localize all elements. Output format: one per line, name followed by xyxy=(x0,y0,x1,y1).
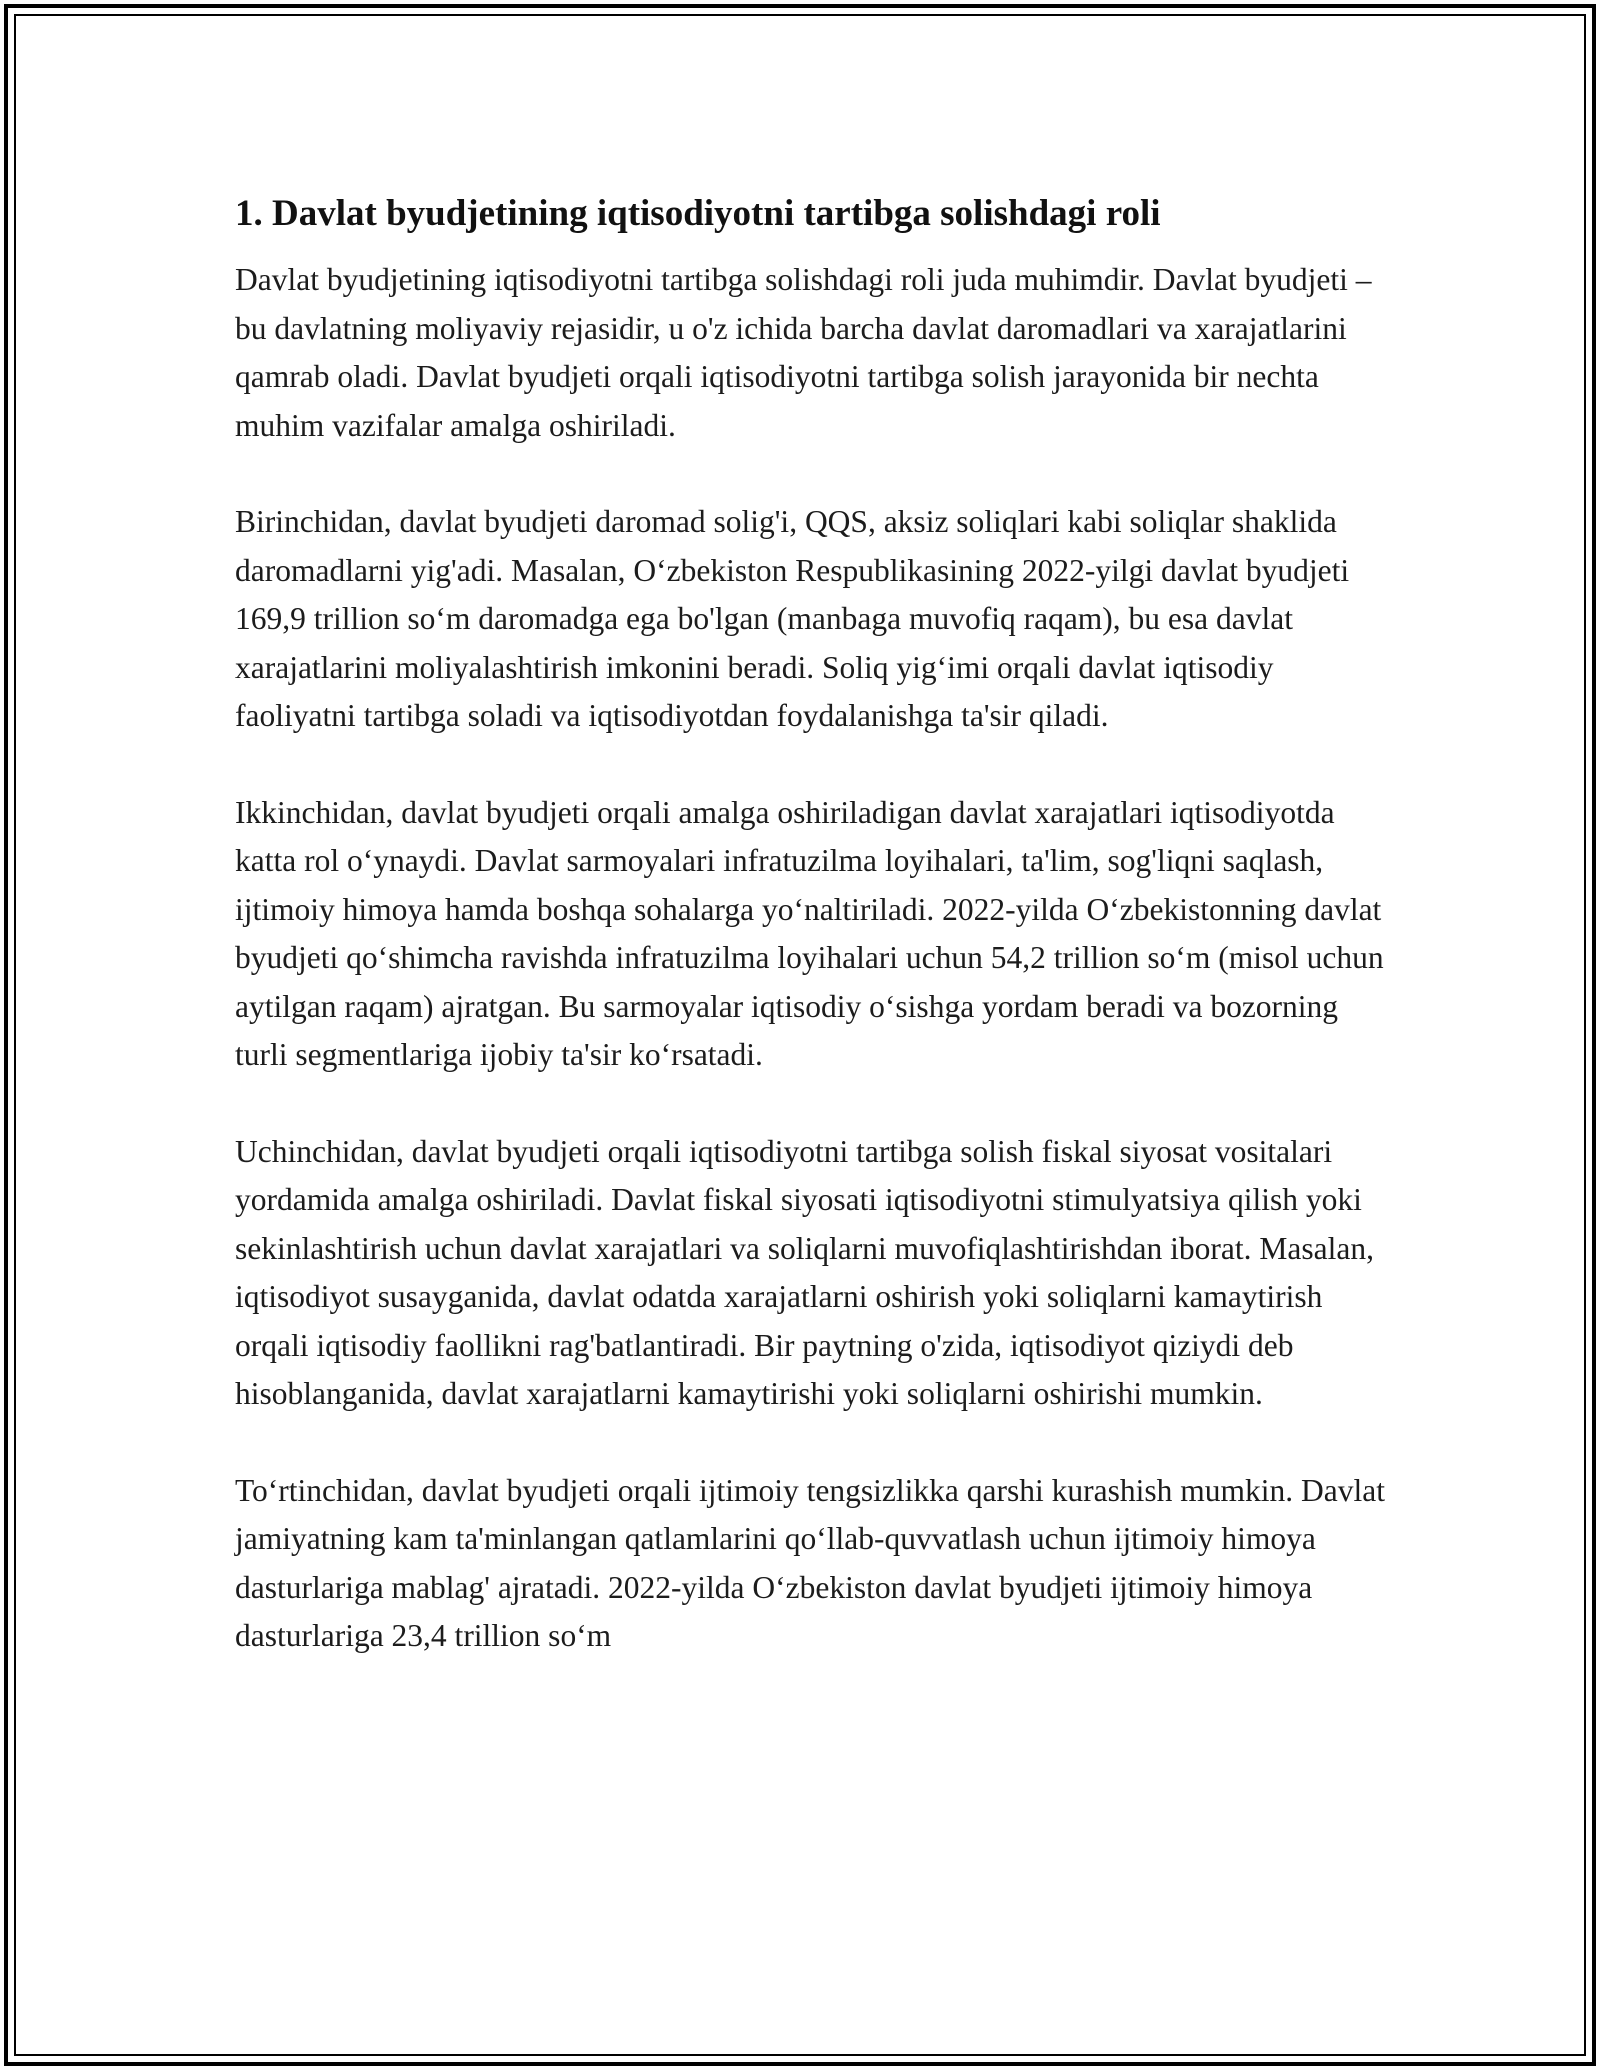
paragraph-second: Ikkinchidan, davlat byudjeti orqali amalga oshiriladigan davlat xarajatlari iqtisodiyotda katta rol oʻynaydi. Davlat sarmoyalari infratuzilma loyihalari, ta'lim, sog'liqni saqlash, ijtimoiy himoya hamda boshqa sohalarga yoʻnaltiriladi. 2022-yilda Oʻzbekistonning davlat byudjeti qoʻshimcha ravishda infratuzilma loyihalari uchun 54,2 trillion soʻm (misol uchun aytilgan raqam) ajratgan. Bu sarmoyalar iqtisodiy oʻsishga yordam beradi va bozorning turli segmentlariga ijobiy ta'sir koʻrsatadi. xyxy=(235,794,1384,1072)
paragraph-first: Birinchidan, davlat byudjeti daromad solig'i, QQS, aksiz soliqlari kabi soliqlar shaklida daromadlarni yig'adi. Masalan, Oʻzbekiston Respublikasining 2022-yilgi davlat byudjeti 169,9 trillion soʻm daromadga ega bo'lgan (manbaga muvofiq raqam), bu esa davlat xarajatlarini moliyalashtirish imkonini beradi. Soliq yigʻimi orqali davlat iqtisodiy faoliyatni tartibga soladi va iqtisodiyotdan foydalanishga ta'sir qiladi. xyxy=(235,504,1350,733)
paragraph-intro: Davlat byudjetining iqtisodiyotni tartibga solishdagi roli juda muhimdir. Davlat byudjeti – bu davlatning moliyaviy rejasidir, u o'z ichida barcha davlat daromadlari va xarajatlarini qamrab oladi. Davlat byudjeti orqali iqtisodiyotni tartibga solish jarayonida bir nechta muhim vazifalar amalga oshiriladi. xyxy=(235,262,1372,443)
paragraph-fourth: Toʻrtinchidan, davlat byudjeti orqali ijtimoiy tengsizlikka qarshi kurashish mumkin. Davlat jamiyatning kam ta'minlangan qatlamlarini qoʻllab-quvvatlash uchun ijtimoiy himoya dasturlariga mablag' ajratadi. 2022-yilda Oʻzbekiston davlat byudjeti ijtimoiy himoya dasturlariga 23,4 trillion soʻm xyxy=(235,1472,1385,1653)
paragraph-third: Uchinchidan, davlat byudjeti orqali iqtisodiyotni tartibga solish fiskal siyosat vositalari yordamida amalga oshiriladi. Davlat fiskal siyosati iqtisodiyotni stimulyatsiya qilish yoki sekinlashtirish uchun davlat xarajatlari va soliqlarni muvofiqlashtirishdan iborat. Masalan, iqtisodiyot susayganida, davlat odatda xarajatlarni oshirish yoki soliqlarni kamaytirish orqali iqtisodiy faollikni rag'batlantiradi. Bir paytning o'zida, iqtisodiyot qiziydi deb hisoblanganida, davlat xarajatlarni kamaytirishi yoki soliqlarni oshirishi mumkin. xyxy=(235,1133,1374,1411)
document-body xyxy=(235,186,1395,1661)
section-heading: 1. Davlat byudjetining iqtisodiyotni tartibga solishdagi roli xyxy=(235,193,1161,234)
